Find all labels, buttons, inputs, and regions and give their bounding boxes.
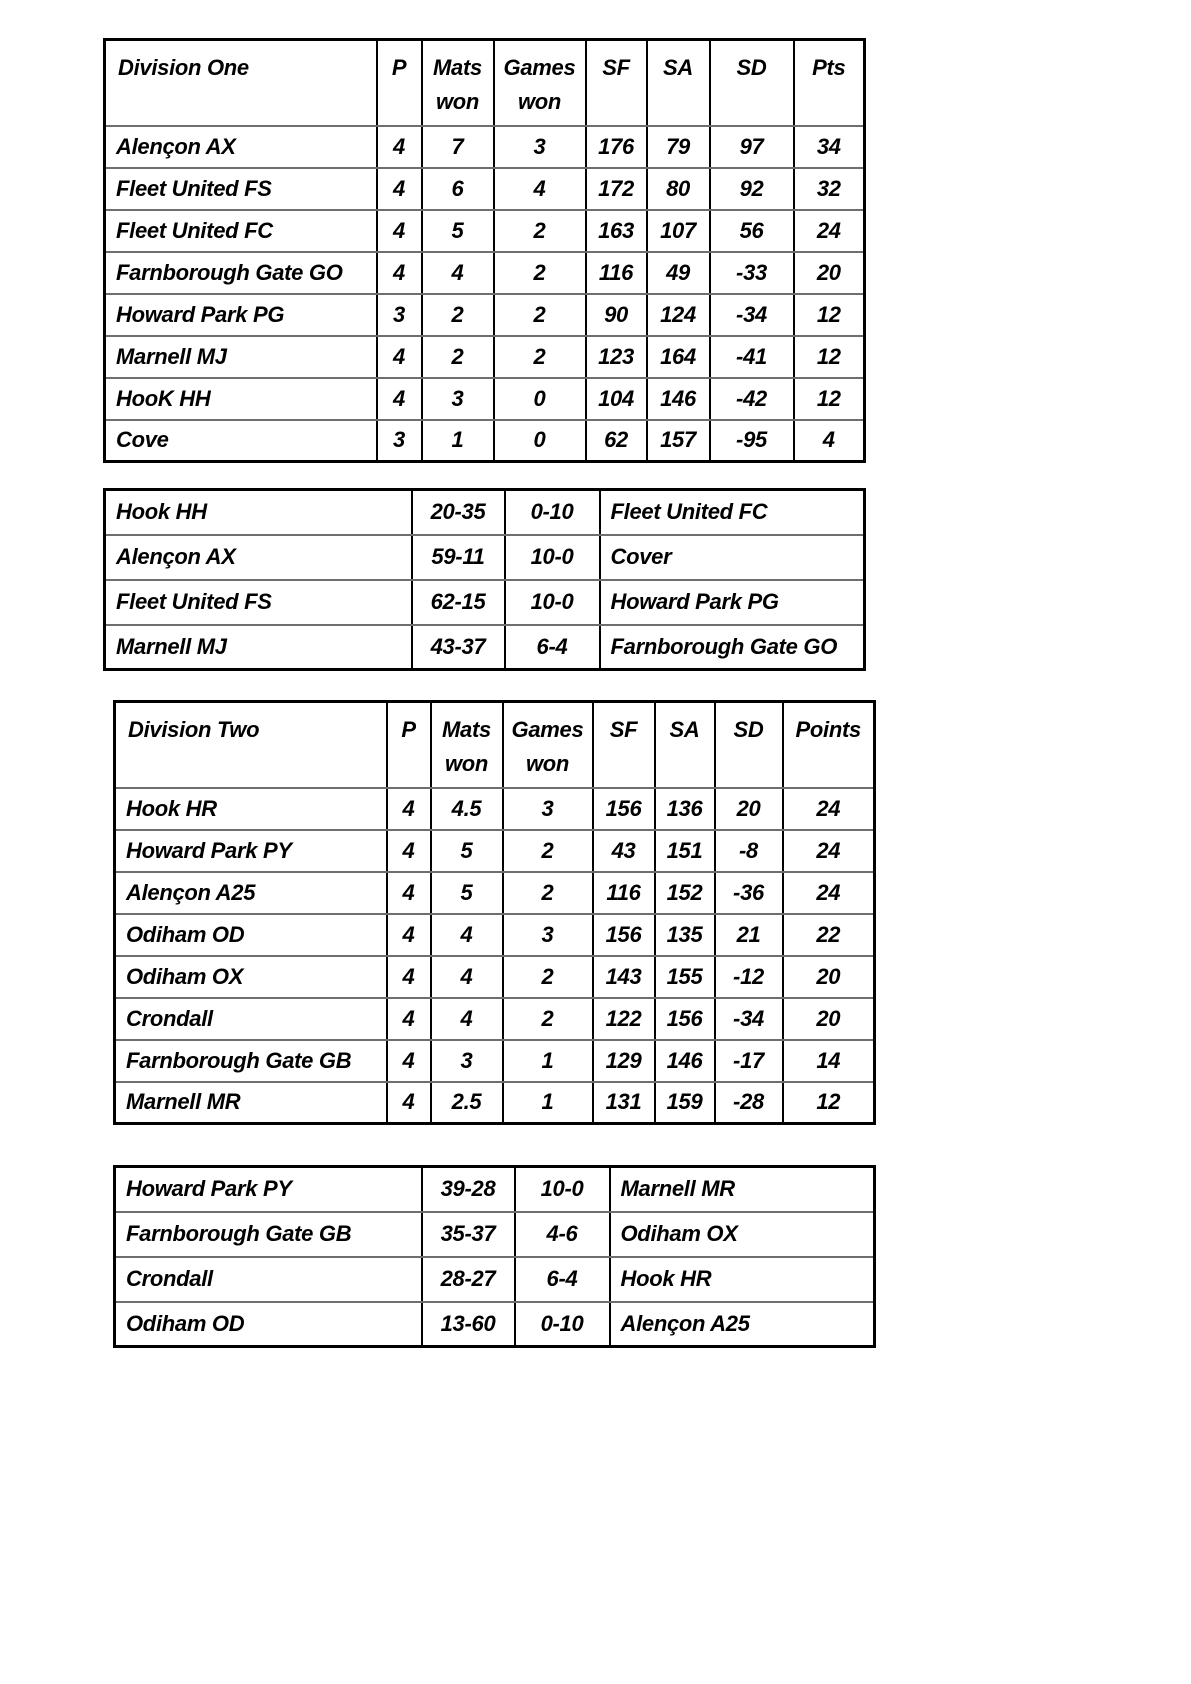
- home-team-cell: Alençon AX: [105, 535, 412, 580]
- sd-cell: -42: [710, 378, 794, 420]
- away-team-cell: Howard Park PG: [600, 580, 865, 625]
- points-cell: 4: [794, 420, 865, 462]
- played-cell: 4: [377, 252, 422, 294]
- games-score-cell: 10-0: [505, 580, 600, 625]
- standings-row: [115, 998, 875, 1040]
- points-cell: 20: [783, 956, 875, 998]
- team-cell: Farnborough Gate GB: [115, 1040, 387, 1082]
- sf-cell: 143: [593, 956, 655, 998]
- standings-row: [105, 252, 865, 294]
- sa-cell: 156: [655, 998, 715, 1040]
- score-cell: 43-37: [412, 625, 505, 670]
- sf-cell: 163: [586, 210, 647, 252]
- mats-won-cell: 2.5: [431, 1082, 503, 1124]
- team-cell: Howard Park PY: [115, 830, 387, 872]
- home-team-cell: Marnell MJ: [105, 625, 412, 670]
- team-cell: Marnell MJ: [105, 336, 377, 378]
- played-cell: 4: [387, 1082, 431, 1124]
- col-header-sd: SD: [710, 40, 794, 126]
- sa-cell: 159: [655, 1082, 715, 1124]
- mats-won-cell: 5: [431, 830, 503, 872]
- mats-won-cell: 4: [431, 998, 503, 1040]
- points-cell: 32: [794, 168, 865, 210]
- sf-cell: 43: [593, 830, 655, 872]
- games-won-cell: 2: [494, 252, 586, 294]
- games-won-cell: 2: [494, 336, 586, 378]
- games-score-cell: 0-10: [515, 1302, 610, 1347]
- points-cell: 24: [794, 210, 865, 252]
- sa-cell: 146: [655, 1040, 715, 1082]
- sf-cell: 172: [586, 168, 647, 210]
- standings-row: [115, 914, 875, 956]
- played-cell: 4: [387, 914, 431, 956]
- team-cell: Alençon A25: [115, 872, 387, 914]
- points-cell: 22: [783, 914, 875, 956]
- mats-won-cell: 3: [422, 378, 494, 420]
- team-cell: Alençon AX: [105, 126, 377, 168]
- home-team-cell: Crondall: [115, 1257, 422, 1302]
- games-won-cell: 0: [494, 420, 586, 462]
- games-won-cell: 2: [494, 294, 586, 336]
- sa-cell: 151: [655, 830, 715, 872]
- team-cell: Fleet United FC: [105, 210, 377, 252]
- sa-cell: 124: [647, 294, 710, 336]
- games-won-cell: 4: [494, 168, 586, 210]
- away-team-cell: Marnell MR: [610, 1167, 875, 1212]
- sd-cell: -36: [715, 872, 783, 914]
- sd-cell: -34: [715, 998, 783, 1040]
- standings-row: [105, 336, 865, 378]
- away-team-cell: Cover: [600, 535, 865, 580]
- result-row: [115, 1302, 875, 1347]
- games-won-cell: 2: [494, 210, 586, 252]
- result-row: [105, 490, 865, 535]
- played-cell: 4: [387, 956, 431, 998]
- games-won-cell: 2: [503, 872, 593, 914]
- sa-cell: 146: [647, 378, 710, 420]
- games-score-cell: 6-4: [505, 625, 600, 670]
- played-cell: 4: [377, 168, 422, 210]
- sd-cell: 97: [710, 126, 794, 168]
- standings-row: [105, 210, 865, 252]
- games-won-cell: 3: [503, 788, 593, 830]
- sa-cell: 157: [647, 420, 710, 462]
- sf-cell: 122: [593, 998, 655, 1040]
- sd-cell: -28: [715, 1082, 783, 1124]
- mats-won-cell: 4.5: [431, 788, 503, 830]
- team-cell: Marnell MR: [115, 1082, 387, 1124]
- division-title: Division One: [105, 40, 377, 126]
- points-cell: 34: [794, 126, 865, 168]
- sf-cell: 131: [593, 1082, 655, 1124]
- col-header-games-won: Games won: [494, 40, 586, 126]
- sd-cell: -8: [715, 830, 783, 872]
- games-score-cell: 10-0: [515, 1167, 610, 1212]
- col-header-points: Points: [783, 702, 875, 788]
- home-team-cell: Farnborough Gate GB: [115, 1212, 422, 1257]
- result-row: [105, 580, 865, 625]
- standings-row: [115, 830, 875, 872]
- points-cell: 24: [783, 830, 875, 872]
- sd-cell: 56: [710, 210, 794, 252]
- col-header-played: P: [387, 702, 431, 788]
- score-cell: 59-11: [412, 535, 505, 580]
- standings-row: [105, 294, 865, 336]
- sf-cell: 104: [586, 378, 647, 420]
- standings-row: [105, 378, 865, 420]
- away-team-cell: Farnborough Gate GO: [600, 625, 865, 670]
- result-row: [105, 535, 865, 580]
- score-cell: 35-37: [422, 1212, 515, 1257]
- sa-cell: 107: [647, 210, 710, 252]
- mats-won-cell: 5: [431, 872, 503, 914]
- mats-won-cell: 6: [422, 168, 494, 210]
- games-won-cell: 1: [503, 1082, 593, 1124]
- sa-cell: 152: [655, 872, 715, 914]
- score-cell: 62-15: [412, 580, 505, 625]
- standings-row: [115, 1040, 875, 1082]
- standings-header-row: [105, 40, 865, 126]
- home-team-cell: Hook HH: [105, 490, 412, 535]
- sd-cell: -33: [710, 252, 794, 294]
- score-cell: 20-35: [412, 490, 505, 535]
- played-cell: 3: [377, 294, 422, 336]
- col-header-mats-won: Mats won: [422, 40, 494, 126]
- sf-cell: 176: [586, 126, 647, 168]
- played-cell: 4: [387, 830, 431, 872]
- sd-cell: -34: [710, 294, 794, 336]
- sf-cell: 156: [593, 788, 655, 830]
- games-score-cell: 10-0: [505, 535, 600, 580]
- standings-row: [115, 872, 875, 914]
- score-cell: 39-28: [422, 1167, 515, 1212]
- sf-cell: 129: [593, 1040, 655, 1082]
- standings-row: [105, 420, 865, 462]
- standings-row: [115, 788, 875, 830]
- division-two-results-table: [113, 1165, 876, 1348]
- away-team-cell: Odiham OX: [610, 1212, 875, 1257]
- points-cell: 12: [794, 336, 865, 378]
- standings-header-row: [115, 702, 875, 788]
- played-cell: 4: [377, 336, 422, 378]
- team-cell: Odiham OD: [115, 914, 387, 956]
- team-cell: Fleet United FS: [105, 168, 377, 210]
- games-won-cell: 3: [503, 914, 593, 956]
- sf-cell: 116: [593, 872, 655, 914]
- col-header-pts: Pts: [794, 40, 865, 126]
- played-cell: 4: [377, 378, 422, 420]
- mats-won-cell: 4: [422, 252, 494, 294]
- team-cell: Cove: [105, 420, 377, 462]
- division-two-standings-table: [113, 700, 876, 1125]
- division-one-standings-table: [103, 38, 866, 463]
- played-cell: 4: [387, 872, 431, 914]
- games-won-cell: 2: [503, 830, 593, 872]
- sd-cell: -17: [715, 1040, 783, 1082]
- home-team-cell: Howard Park PY: [115, 1167, 422, 1212]
- played-cell: 4: [387, 788, 431, 830]
- home-team-cell: Fleet United FS: [105, 580, 412, 625]
- score-cell: 28-27: [422, 1257, 515, 1302]
- mats-won-cell: 2: [422, 336, 494, 378]
- sa-cell: 135: [655, 914, 715, 956]
- mats-won-cell: 2: [422, 294, 494, 336]
- points-cell: 14: [783, 1040, 875, 1082]
- sf-cell: 116: [586, 252, 647, 294]
- col-header-mats-won: Mats won: [431, 702, 503, 788]
- col-header-sf: SF: [593, 702, 655, 788]
- col-header-sf: SF: [586, 40, 647, 126]
- sf-cell: 123: [586, 336, 647, 378]
- team-cell: Crondall: [115, 998, 387, 1040]
- result-row: [115, 1167, 875, 1212]
- team-cell: Hook HR: [115, 788, 387, 830]
- sd-cell: 20: [715, 788, 783, 830]
- team-cell: Howard Park PG: [105, 294, 377, 336]
- mats-won-cell: 7: [422, 126, 494, 168]
- points-cell: 24: [783, 872, 875, 914]
- col-header-sa: SA: [647, 40, 710, 126]
- col-header-sd: SD: [715, 702, 783, 788]
- division-title: Division Two: [115, 702, 387, 788]
- col-header-played: P: [377, 40, 422, 126]
- standings-row: [105, 168, 865, 210]
- away-team-cell: Fleet United FC: [600, 490, 865, 535]
- played-cell: 3: [377, 420, 422, 462]
- sa-cell: 49: [647, 252, 710, 294]
- sd-cell: -95: [710, 420, 794, 462]
- sf-cell: 156: [593, 914, 655, 956]
- result-row: [105, 625, 865, 670]
- points-cell: 24: [783, 788, 875, 830]
- home-team-cell: Odiham OD: [115, 1302, 422, 1347]
- division-one-results-table: [103, 488, 866, 671]
- mats-won-cell: 3: [431, 1040, 503, 1082]
- col-header-games-won: Games won: [503, 702, 593, 788]
- sa-cell: 80: [647, 168, 710, 210]
- team-cell: Odiham OX: [115, 956, 387, 998]
- played-cell: 4: [377, 126, 422, 168]
- standings-row: [115, 1082, 875, 1124]
- team-cell: Farnborough Gate GO: [105, 252, 377, 294]
- sa-cell: 79: [647, 126, 710, 168]
- games-won-cell: 2: [503, 956, 593, 998]
- points-cell: 12: [783, 1082, 875, 1124]
- result-row: [115, 1257, 875, 1302]
- sa-cell: 164: [647, 336, 710, 378]
- sf-cell: 62: [586, 420, 647, 462]
- team-cell: HooK HH: [105, 378, 377, 420]
- sd-cell: -12: [715, 956, 783, 998]
- games-score-cell: 4-6: [515, 1212, 610, 1257]
- standings-row: [105, 126, 865, 168]
- points-cell: 12: [794, 294, 865, 336]
- col-header-sa: SA: [655, 702, 715, 788]
- sd-cell: -41: [710, 336, 794, 378]
- points-cell: 20: [783, 998, 875, 1040]
- standings-row: [115, 956, 875, 998]
- away-team-cell: Hook HR: [610, 1257, 875, 1302]
- games-won-cell: 2: [503, 998, 593, 1040]
- sd-cell: 92: [710, 168, 794, 210]
- games-won-cell: 1: [503, 1040, 593, 1082]
- games-score-cell: 6-4: [515, 1257, 610, 1302]
- points-cell: 12: [794, 378, 865, 420]
- points-cell: 20: [794, 252, 865, 294]
- mats-won-cell: 4: [431, 914, 503, 956]
- result-row: [115, 1212, 875, 1257]
- sa-cell: 136: [655, 788, 715, 830]
- played-cell: 4: [387, 998, 431, 1040]
- games-score-cell: 0-10: [505, 490, 600, 535]
- score-cell: 13-60: [422, 1302, 515, 1347]
- games-won-cell: 3: [494, 126, 586, 168]
- mats-won-cell: 4: [431, 956, 503, 998]
- played-cell: 4: [387, 1040, 431, 1082]
- mats-won-cell: 1: [422, 420, 494, 462]
- games-won-cell: 0: [494, 378, 586, 420]
- mats-won-cell: 5: [422, 210, 494, 252]
- away-team-cell: Alençon A25: [610, 1302, 875, 1347]
- sd-cell: 21: [715, 914, 783, 956]
- played-cell: 4: [377, 210, 422, 252]
- sf-cell: 90: [586, 294, 647, 336]
- sa-cell: 155: [655, 956, 715, 998]
